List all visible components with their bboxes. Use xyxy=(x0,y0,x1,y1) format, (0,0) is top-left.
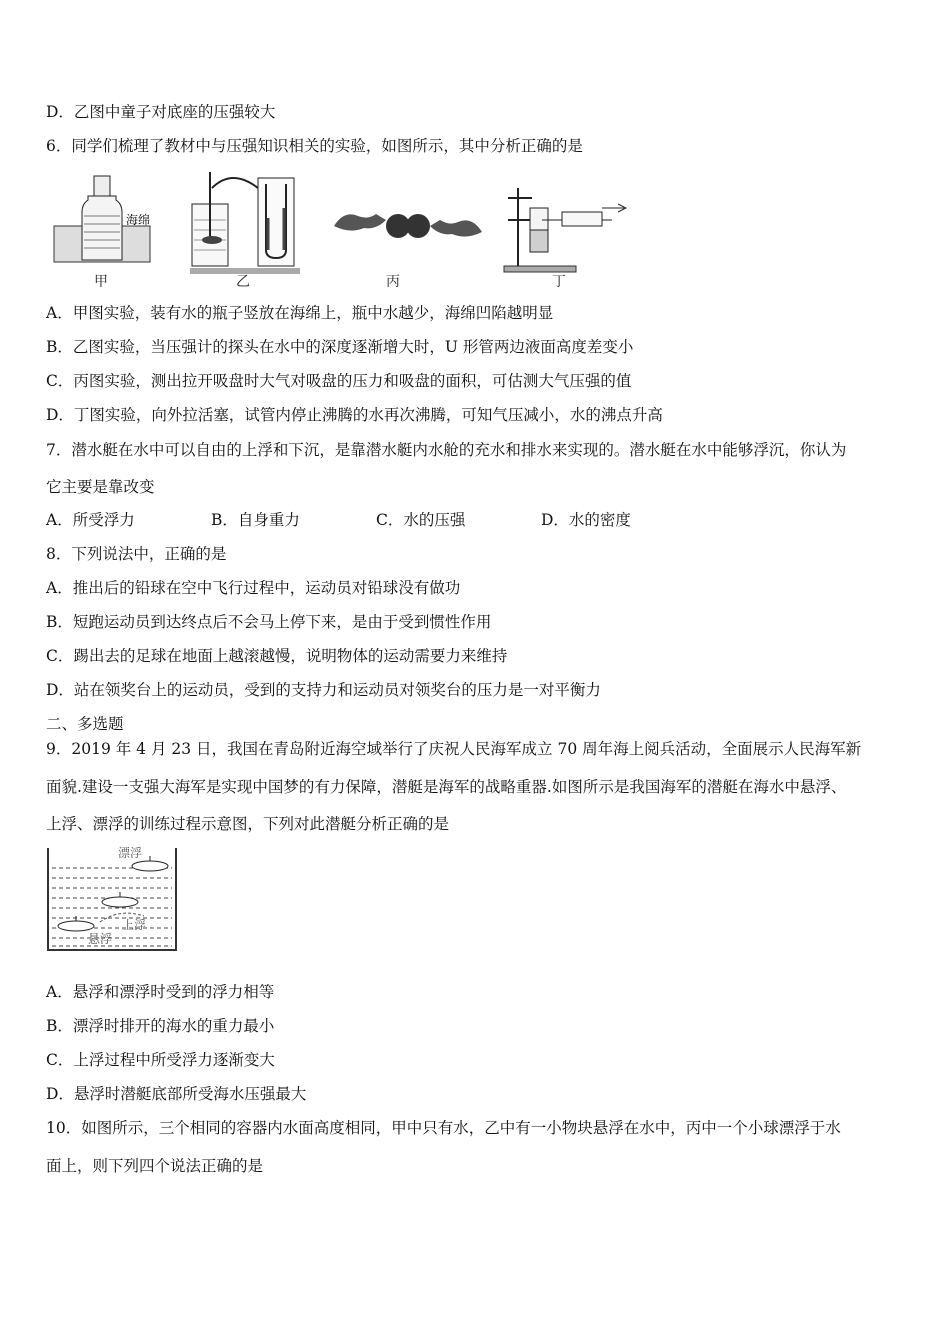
q9-option-c: C．上浮过程中所受浮力逐渐变大 xyxy=(46,1051,275,1069)
q9-option-d: D．悬浮时潜艇底部所受海水压强最大 xyxy=(46,1085,307,1103)
figure-bing-suction-cups xyxy=(334,214,482,238)
q6-figure xyxy=(52,168,632,290)
q7-stem-line2: 它主要是靠改变 xyxy=(46,478,155,496)
q8-option-a: A．推出后的铅球在空中飞行过程中，运动员对铅球没有做功 xyxy=(46,579,461,597)
sponge-label: 海绵 xyxy=(126,213,151,227)
suspend-label: 悬浮 xyxy=(88,932,113,946)
q7-option-d: D．水的密度 xyxy=(541,511,631,529)
q7-stem-line1: 7．潜水艇在水中可以自由的上浮和下沉，是靠潜水艇内水舱的充水和排水来实现的。潜水艇在水中能够浮沉，你认为 xyxy=(46,441,847,459)
q5-option-d: D．乙图中童子对底座的压强较大 xyxy=(46,103,276,121)
q7-option-a: A．所受浮力 xyxy=(46,511,135,529)
q9-option-b: B．漂浮时排开的海水的重力最小 xyxy=(46,1017,275,1035)
q9-stem-line3: 上浮、漂浮的训练过程示意图，下列对此潜艇分析正确的是 xyxy=(46,815,450,833)
q6-option-a: A．甲图实验，装有水的瓶子竖放在海绵上，瓶中水越少，海绵凹陷越明显 xyxy=(46,304,554,322)
figure-label-jia: 甲 xyxy=(94,274,108,290)
q8-option-b: B．短跑运动员到达终点后不会马上停下来，是由于受到惯性作用 xyxy=(46,613,492,631)
figure-label-bing: 丙 xyxy=(386,274,400,290)
q9-submarine-figure xyxy=(46,844,180,954)
q9-option-a: A．悬浮和漂浮时受到的浮力相等 xyxy=(46,983,275,1001)
q10-stem-line2: 面上，则下列四个说法正确的是 xyxy=(46,1157,264,1175)
q10-stem-line1: 10．如图所示，三个相同的容器内水面高度相同，甲中只有水，乙中有一小物块悬浮在水中，丙中一个小球漂浮于水 xyxy=(46,1119,841,1137)
q9-stem-line1: 9．2019 年 4 月 23 日，我国在青岛附近海空域举行了庆祝人民海军成立 70 周年海上阅兵活动，全面展示人民海军新 xyxy=(46,740,862,758)
q7-options xyxy=(46,509,631,531)
figure-ding-syringe-tube xyxy=(504,188,626,272)
figure-jia-bottle-on-sponge xyxy=(54,176,150,262)
figure-label-ding: 丁 xyxy=(552,274,566,290)
section-title: 二、多选题 xyxy=(46,715,124,733)
q6-option-c: C．丙图实验，测出拉开吸盘时大气对吸盘的压力和吸盘的面积，可估测大气压强的值 xyxy=(46,372,632,390)
rise-label: 上浮 xyxy=(122,918,147,932)
q6-stem: 6．同学们梳理了教材中与压强知识相关的实验，如图所示，其中分析正确的是 xyxy=(46,137,583,155)
q8-option-d: D．站在领奖台上的运动员，受到的支持力和运动员对领奖台的压力是一对平衡力 xyxy=(46,681,601,699)
figure-yi-pressure-gauge xyxy=(190,172,300,274)
q6-option-b: B．乙图实验，当压强计的探头在水中的深度逐渐增大时，U 形管两边液面高度差变小 xyxy=(46,338,634,356)
q8-option-c: C．踢出去的足球在地面上越滚越慢，说明物体的运动需要力来维持 xyxy=(46,647,508,665)
float-label: 漂浮 xyxy=(118,846,143,860)
q7-option-b: B．自身重力 xyxy=(211,511,300,529)
q9-stem-line2: 面貌.建设一支强大海军是实现中国梦的有力保障，潜艇是海军的战略重器.如图所示是我国海军的潜艇在海水中悬浮、 xyxy=(46,778,847,796)
q6-option-d: D．丁图实验，向外拉活塞，试管内停止沸腾的水再次沸腾，可知气压减小，水的沸点升高 xyxy=(46,406,663,424)
q7-option-c: C．水的压强 xyxy=(376,511,466,529)
figure-label-yi: 乙 xyxy=(236,274,250,290)
q8-stem: 8．下列说法中，正确的是 xyxy=(46,545,227,563)
